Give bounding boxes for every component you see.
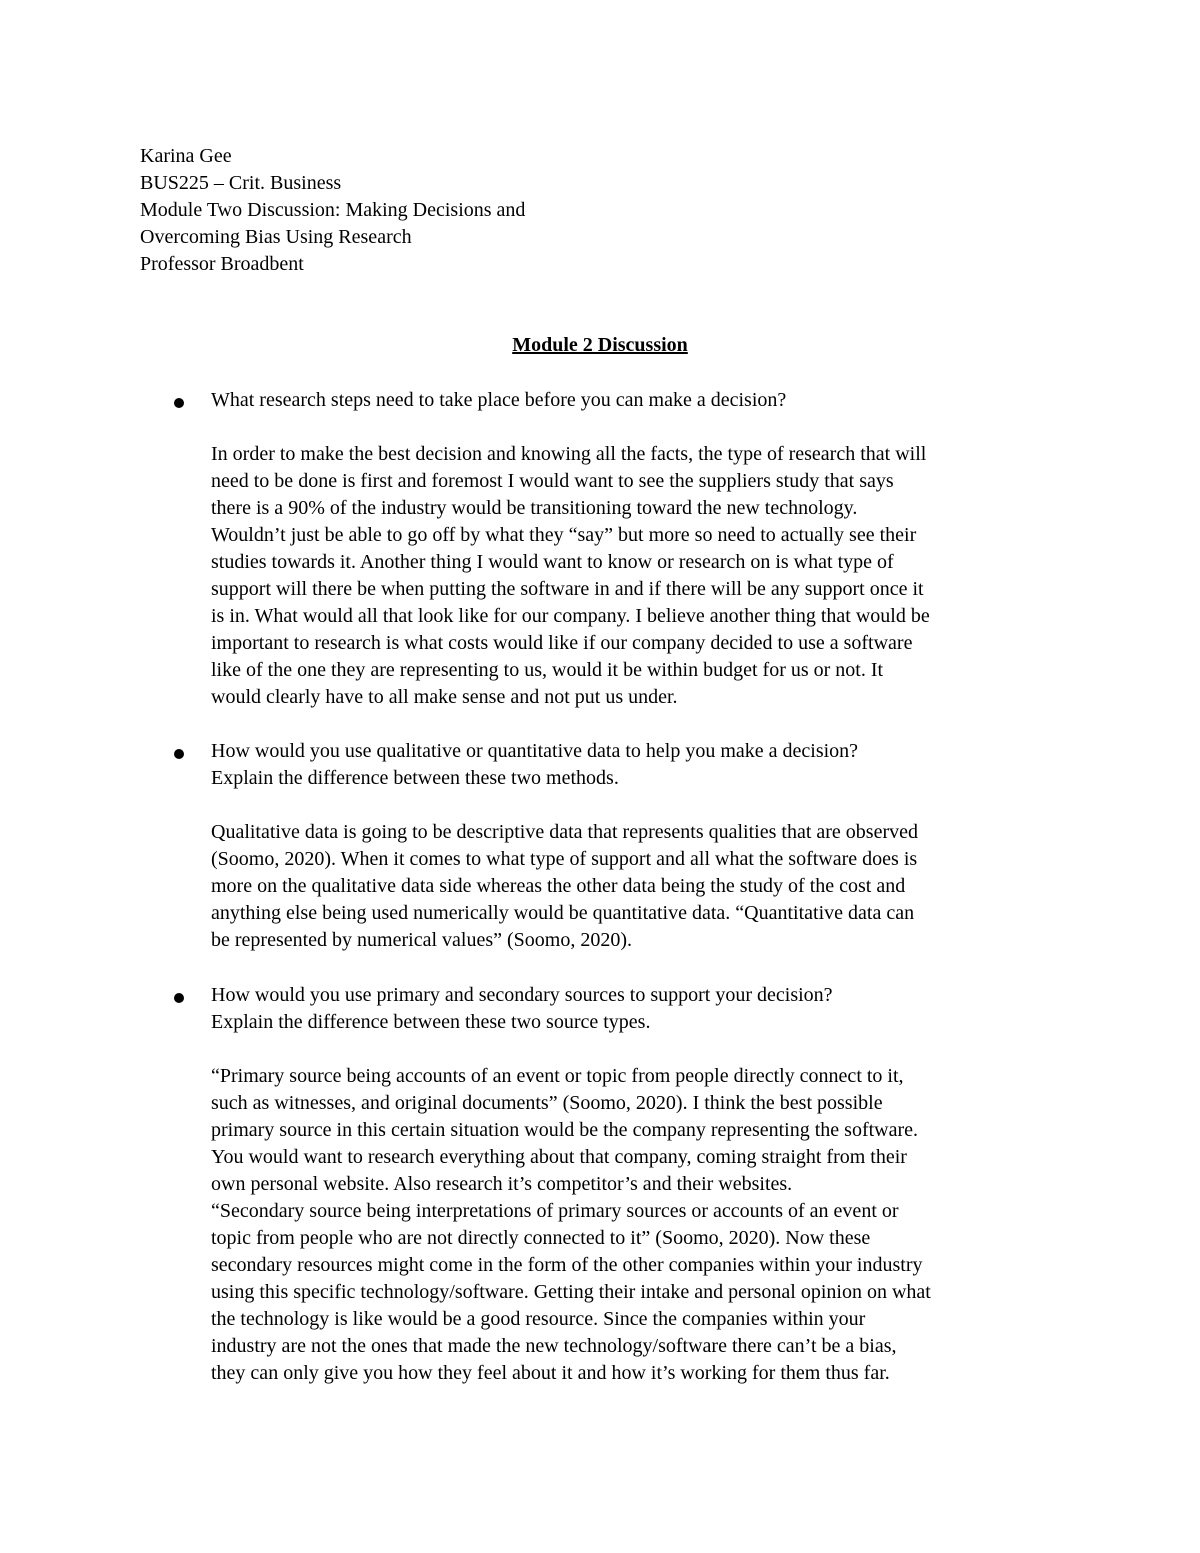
answer-2 bbox=[211, 819, 1071, 954]
discussion-section-1 bbox=[211, 387, 1071, 711]
document-header bbox=[140, 143, 840, 278]
answer-line: secondary resources might come in the form of the other companies within your industry bbox=[211, 1254, 923, 1276]
discussion-section-2 bbox=[211, 738, 1071, 954]
document-title-text: Module 2 Discussion bbox=[512, 334, 688, 356]
answer-line: studies towards it. Another thing I would want to know or research on is what type of bbox=[211, 551, 894, 573]
question-line: What research steps need to take place before you can make a decision? bbox=[211, 389, 787, 411]
answer-line: You would want to research everything about that company, coming straight from their bbox=[211, 1146, 907, 1168]
answer-line: primary source in this certain situation would be the company representing the software. bbox=[211, 1119, 919, 1141]
question-line: How would you use qualitative or quantitative data to help you make a decision? bbox=[211, 740, 859, 762]
question-line: Explain the difference between these two methods. bbox=[211, 767, 619, 789]
answer-line: topic from people who are not directly connected to it” (Soomo, 2020). Now these bbox=[211, 1227, 871, 1249]
answer-line: they can only give you how they feel about it and how it’s working for them thus far. bbox=[211, 1362, 890, 1384]
document-title bbox=[0, 332, 1200, 359]
assignment-title-line-2: Overcoming Bias Using Research bbox=[140, 226, 412, 248]
answer-line: such as witnesses, and original documents” (Soomo, 2020). I think the best possible bbox=[211, 1092, 883, 1114]
answer-line: the technology is like would be a good resource. Since the companies within your bbox=[211, 1308, 866, 1330]
answer-line: be represented by numerical values” (Soomo, 2020). bbox=[211, 929, 632, 951]
answer-line: “Primary source being accounts of an event or topic from people directly connect to it, bbox=[211, 1065, 904, 1087]
answer-line: need to be done is first and foremost I would want to see the suppliers study that says bbox=[211, 470, 894, 492]
answer-line: Qualitative data is going to be descriptive data that represents qualities that are observed bbox=[211, 821, 918, 843]
answer-3 bbox=[211, 1063, 1071, 1387]
answer-line: important to research is what costs would like if our company decided to use a software bbox=[211, 632, 913, 654]
answer-line: Wouldn’t just be able to go off by what they “say” but more so need to actually see their bbox=[211, 524, 917, 546]
question-1 bbox=[211, 387, 1071, 414]
answer-line: is in. What would all that look like for our company. I believe another thing that would be bbox=[211, 605, 930, 627]
answer-line: (Soomo, 2020). When it comes to what type of support and all what the software does is bbox=[211, 848, 918, 870]
question-line: Explain the difference between these two source types. bbox=[211, 1011, 651, 1033]
answer-1 bbox=[211, 441, 1071, 711]
answer-line: would clearly have to all make sense and not put us under. bbox=[211, 686, 678, 708]
author-name: Karina Gee bbox=[140, 145, 232, 167]
answer-line: more on the qualitative data side whereas the other data being the study of the cost and bbox=[211, 875, 906, 897]
question-line: How would you use primary and secondary sources to support your decision? bbox=[211, 984, 833, 1006]
discussion-section-3 bbox=[211, 982, 1071, 1387]
answer-line: using this specific technology/software. Getting their intake and personal opinion on what bbox=[211, 1281, 931, 1303]
answer-line: “Secondary source being interpretations of primary sources or accounts of an event or bbox=[211, 1200, 899, 1222]
answer-line: support will there be when putting the software in and if there will be any support once it bbox=[211, 578, 924, 600]
answer-line: industry are not the ones that made the new technology/software there can’t be a bias, bbox=[211, 1335, 897, 1357]
answer-line: there is a 90% of the industry would be transitioning toward the new technology. bbox=[211, 497, 858, 519]
course-name: BUS225 – Crit. Business bbox=[140, 172, 342, 194]
question-3 bbox=[211, 982, 1071, 1036]
answer-line: anything else being used numerically would be quantitative data. “Quantitative data can bbox=[211, 902, 915, 924]
answer-line: In order to make the best decision and knowing all the facts, the type of research that will bbox=[211, 443, 927, 465]
assignment-title-line-1: Module Two Discussion: Making Decisions and bbox=[140, 199, 526, 221]
bullet-icon bbox=[174, 749, 184, 759]
answer-line: own personal website. Also research it’s competitor’s and their websites. bbox=[211, 1173, 793, 1195]
bullet-icon bbox=[174, 993, 184, 1003]
answer-line: like of the one they are representing to us, would it be within budget for us or not. It bbox=[211, 659, 884, 681]
question-2 bbox=[211, 738, 1071, 792]
bullet-icon bbox=[174, 398, 184, 408]
professor-name: Professor Broadbent bbox=[140, 253, 304, 275]
